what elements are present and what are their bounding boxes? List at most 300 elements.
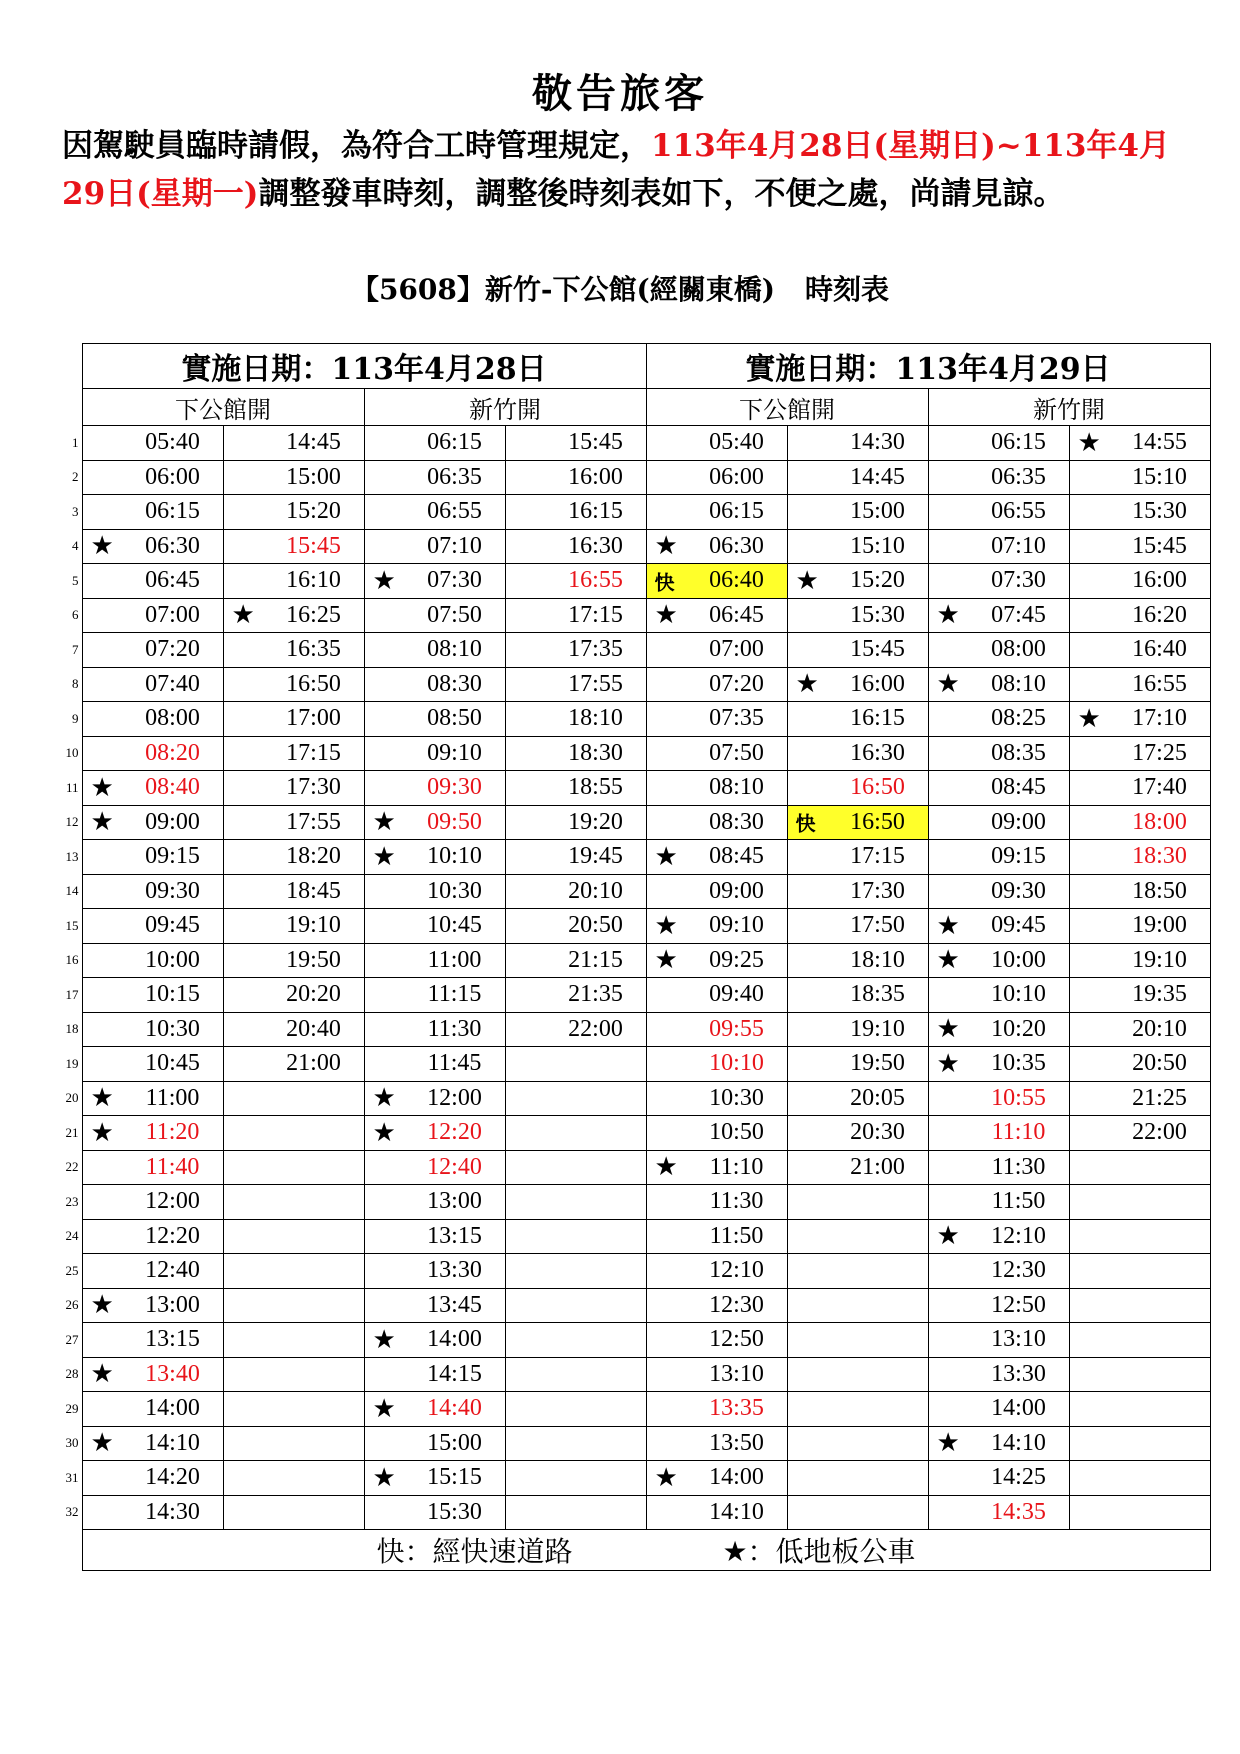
time-cell (928, 1392, 1069, 1427)
time-cell (82, 460, 223, 495)
time-cell (505, 1392, 646, 1427)
departure-time: 05:40 (145, 429, 200, 456)
time-cell (646, 667, 787, 702)
time-cell (1069, 1047, 1210, 1082)
time-cell (1069, 1116, 1210, 1151)
departure-time: 12:20 (145, 1222, 200, 1249)
departure-time: 09:00 (991, 808, 1046, 835)
departure-time: 15:10 (850, 532, 905, 559)
time-cell (82, 874, 223, 909)
low-floor-star-icon: ★ (654, 531, 678, 562)
time-cell (928, 460, 1069, 495)
departure-time: 18:55 (568, 774, 623, 801)
table-row (56, 1426, 1210, 1461)
departure-time: 15:10 (1132, 463, 1187, 490)
time-cell (223, 840, 364, 875)
departure-time: 09:40 (709, 981, 764, 1008)
departure-time: 07:35 (709, 705, 764, 732)
departure-time: 08:45 (709, 843, 764, 870)
departure-time: 10:30 (145, 1015, 200, 1042)
time-cell (82, 805, 223, 840)
departure-time: 07:20 (709, 670, 764, 697)
departure-time: 16:55 (1132, 670, 1187, 697)
low-floor-star-icon: ★ (372, 1462, 396, 1493)
table-row (56, 1081, 1210, 1116)
time-cell (1069, 1323, 1210, 1358)
time-cell (82, 909, 223, 944)
time-cell (1069, 771, 1210, 806)
low-floor-star-icon: ★ (936, 1428, 960, 1459)
time-cell (1069, 1150, 1210, 1185)
time-cell (82, 1047, 223, 1082)
time-cell (364, 529, 505, 564)
departure-time: 06:15 (427, 429, 482, 456)
departure-time: 13:15 (427, 1222, 482, 1249)
departure-time: 11:40 (145, 1153, 200, 1180)
table-row (56, 1047, 1210, 1082)
time-cell (646, 1219, 787, 1254)
direction-xiagongguan-0429: 下公館開 (646, 389, 928, 426)
time-cell (928, 529, 1069, 564)
direction-hsinchu-0429: 新竹開 (928, 389, 1210, 426)
departure-time: 09:25 (709, 946, 764, 973)
time-cell (364, 1116, 505, 1151)
departure-time: 16:15 (850, 705, 905, 732)
time-cell (928, 1012, 1069, 1047)
time-cell (82, 1150, 223, 1185)
time-cell (505, 1150, 646, 1185)
table-row (56, 426, 1210, 461)
low-floor-star-icon: ★ (936, 1048, 960, 1079)
notice-title: 敬告旅客 (532, 70, 708, 117)
departure-time: 06:15 (145, 498, 200, 525)
departure-time: 17:55 (286, 808, 341, 835)
route-title: 【5608】新竹-下公館(經關東橋) (350, 273, 776, 306)
departure-time: 13:00 (145, 1291, 200, 1318)
time-cell (1069, 1357, 1210, 1392)
departure-time: 11:50 (709, 1222, 764, 1249)
time-cell (1069, 805, 1210, 840)
departure-time: 17:15 (850, 843, 905, 870)
table-row (56, 667, 1210, 702)
departure-time: 19:35 (1132, 981, 1187, 1008)
departure-time: 19:00 (1132, 912, 1187, 939)
time-cell (223, 1461, 364, 1496)
low-floor-star-icon: ★ (372, 1083, 396, 1114)
departure-time: 19:10 (1132, 946, 1187, 973)
low-floor-star-icon: ★ (372, 841, 396, 872)
low-floor-star-icon: ★ (1077, 703, 1101, 734)
row-number: 23 (65, 1193, 79, 1209)
low-floor-star-icon: ★ (654, 841, 678, 872)
time-cell (1069, 978, 1210, 1013)
time-cell (787, 1495, 928, 1530)
time-cell (364, 1254, 505, 1289)
departure-time: 13:40 (145, 1360, 200, 1387)
low-floor-star-icon: ★ (90, 772, 114, 803)
time-cell (787, 840, 928, 875)
time-cell (646, 1392, 787, 1427)
departure-time: 10:00 (145, 946, 200, 973)
time-cell (364, 978, 505, 1013)
time-cell (364, 1392, 505, 1427)
time-cell (505, 460, 646, 495)
departure-time: 09:15 (145, 843, 200, 870)
departure-time: 08:00 (145, 705, 200, 732)
time-cell (364, 909, 505, 944)
departure-time: 08:45 (991, 774, 1046, 801)
departure-time: 14:30 (850, 429, 905, 456)
time-cell (505, 978, 646, 1013)
date-header-row (56, 344, 1210, 389)
time-cell (1069, 943, 1210, 978)
departure-time: 12:20 (427, 1119, 482, 1146)
departure-time: 14:45 (850, 463, 905, 490)
time-cell (787, 1150, 928, 1185)
time-cell (787, 978, 928, 1013)
departure-time: 08:40 (145, 774, 200, 801)
departure-time: 09:50 (427, 808, 482, 835)
time-cell (223, 771, 364, 806)
time-cell (364, 1426, 505, 1461)
time-cell (82, 529, 223, 564)
row-number: 2 (72, 469, 79, 485)
time-cell (787, 598, 928, 633)
time-cell (364, 702, 505, 737)
departure-time: 20:20 (286, 981, 341, 1008)
time-cell (364, 771, 505, 806)
departure-time: 06:15 (709, 498, 764, 525)
time-cell (82, 1219, 223, 1254)
legend-row (56, 1530, 1210, 1571)
departure-time: 08:20 (145, 739, 200, 766)
departure-time: 17:25 (1132, 739, 1187, 766)
row-number-spacer (56, 1530, 82, 1571)
time-cell (646, 909, 787, 944)
time-cell (928, 1357, 1069, 1392)
time-cell (787, 874, 928, 909)
time-cell (82, 1254, 223, 1289)
time-cell (787, 771, 928, 806)
time-cell (223, 529, 364, 564)
time-cell (928, 1461, 1069, 1496)
departure-time: 14:55 (1132, 429, 1187, 456)
row-number: 6 (72, 607, 79, 623)
time-cell (505, 702, 646, 737)
departure-time: 17:15 (286, 739, 341, 766)
row-number: 19 (65, 1055, 79, 1071)
departure-time: 16:30 (850, 739, 905, 766)
time-cell (82, 633, 223, 668)
row-number: 3 (72, 503, 79, 519)
time-cell (787, 633, 928, 668)
time-cell (787, 529, 928, 564)
time-cell (928, 1495, 1069, 1530)
time-cell (505, 771, 646, 806)
time-cell (928, 1426, 1069, 1461)
time-cell (646, 1116, 787, 1151)
time-cell (505, 564, 646, 599)
low-floor-star-icon: ★ (795, 669, 819, 700)
time-cell (364, 1323, 505, 1358)
time-cell (646, 1254, 787, 1289)
departure-time: 14:10 (709, 1498, 764, 1525)
departure-time: 09:45 (145, 912, 200, 939)
time-cell (223, 805, 364, 840)
low-floor-star-icon: ★ (372, 1324, 396, 1355)
notice-text-outro: 調整發車時刻，調整後時刻表如下，不便之處，尚請見諒。 (258, 176, 1065, 212)
departure-time: 18:10 (568, 705, 623, 732)
departure-time: 13:15 (145, 1326, 200, 1353)
time-cell (505, 495, 646, 530)
departure-time: 13:10 (709, 1360, 764, 1387)
time-cell (646, 1185, 787, 1220)
time-cell (646, 598, 787, 633)
time-cell (223, 564, 364, 599)
legend (82, 1530, 1210, 1571)
time-cell (82, 1461, 223, 1496)
departure-time: 08:35 (991, 739, 1046, 766)
time-cell (223, 1495, 364, 1530)
departure-time: 09:15 (991, 843, 1046, 870)
time-cell (1069, 633, 1210, 668)
departure-time: 09:10 (427, 739, 482, 766)
time-cell (82, 736, 223, 771)
table-row (56, 1357, 1210, 1392)
time-cell (505, 426, 646, 461)
time-cell (646, 1357, 787, 1392)
time-cell (1069, 1219, 1210, 1254)
time-cell (223, 1357, 364, 1392)
departure-time: 10:45 (145, 1050, 200, 1077)
departure-time: 07:10 (991, 532, 1046, 559)
departure-time: 16:00 (850, 670, 905, 697)
time-cell (928, 943, 1069, 978)
table-row (56, 840, 1210, 875)
low-floor-star-icon: ★ (372, 1117, 396, 1148)
time-cell (505, 1116, 646, 1151)
departure-time: 12:40 (145, 1257, 200, 1284)
departure-time: 11:50 (991, 1188, 1046, 1215)
time-cell (505, 943, 646, 978)
time-cell (364, 495, 505, 530)
time-cell (787, 1288, 928, 1323)
departure-time: 12:30 (991, 1257, 1046, 1284)
time-cell (928, 874, 1069, 909)
legend-low-floor: ★：低地板公車 (722, 1535, 916, 1568)
row-number: 31 (65, 1469, 79, 1485)
time-cell (646, 1495, 787, 1530)
departure-time: 18:45 (286, 877, 341, 904)
table-row (56, 1254, 1210, 1289)
time-cell (82, 771, 223, 806)
time-cell (928, 909, 1069, 944)
table-row (56, 460, 1210, 495)
low-floor-star-icon: ★ (372, 565, 396, 596)
time-cell (223, 667, 364, 702)
departure-time: 14:40 (427, 1395, 482, 1422)
time-cell (505, 1323, 646, 1358)
time-cell (646, 874, 787, 909)
departure-time: 20:40 (286, 1015, 341, 1042)
time-cell (505, 529, 646, 564)
time-cell (646, 771, 787, 806)
time-cell (928, 598, 1069, 633)
time-cell (646, 460, 787, 495)
time-cell (364, 736, 505, 771)
time-cell (646, 805, 787, 840)
table-row (56, 978, 1210, 1013)
departure-time: 11:00 (427, 946, 482, 973)
time-cell (1069, 1461, 1210, 1496)
departure-time: 06:00 (145, 463, 200, 490)
time-cell (223, 1185, 364, 1220)
time-cell (364, 667, 505, 702)
time-cell (928, 1116, 1069, 1151)
departure-time: 15:30 (850, 601, 905, 628)
time-cell (223, 1219, 364, 1254)
low-floor-star-icon: ★ (654, 910, 678, 941)
table-row (56, 1150, 1210, 1185)
time-cell (364, 460, 505, 495)
time-cell (223, 460, 364, 495)
time-cell (1069, 460, 1210, 495)
departure-time: 20:50 (568, 912, 623, 939)
departure-time: 16:30 (568, 532, 623, 559)
time-cell (646, 736, 787, 771)
departure-time: 16:50 (850, 808, 905, 835)
direction-hsinchu-0428: 新竹開 (364, 389, 646, 426)
low-floor-star-icon: ★ (90, 531, 114, 562)
departure-time: 19:50 (850, 1050, 905, 1077)
departure-time: 13:45 (427, 1291, 482, 1318)
time-cell (1069, 1185, 1210, 1220)
low-floor-star-icon: ★ (654, 1152, 678, 1183)
row-number: 22 (65, 1159, 79, 1175)
time-cell (928, 1185, 1069, 1220)
departure-time: 08:30 (709, 808, 764, 835)
departure-time: 17:10 (1132, 705, 1187, 732)
departure-time: 16:10 (286, 567, 341, 594)
low-floor-star-icon: ★ (90, 1117, 114, 1148)
departure-time: 10:15 (145, 981, 200, 1008)
time-cell (928, 978, 1069, 1013)
time-cell (1069, 667, 1210, 702)
row-number: 10 (65, 745, 79, 761)
departure-time: 20:10 (1132, 1015, 1187, 1042)
time-cell (928, 840, 1069, 875)
time-cell (82, 1426, 223, 1461)
departure-time: 13:00 (427, 1188, 482, 1215)
time-cell (364, 1185, 505, 1220)
departure-time: 12:10 (991, 1222, 1046, 1249)
low-floor-star-icon: ★ (90, 1428, 114, 1459)
time-cell (82, 1288, 223, 1323)
departure-time: 18:50 (1132, 877, 1187, 904)
row-number: 30 (65, 1435, 79, 1451)
time-cell (787, 1047, 928, 1082)
time-cell (928, 633, 1069, 668)
time-cell (1069, 598, 1210, 633)
departure-time: 21:25 (1132, 1084, 1187, 1111)
departure-time: 07:30 (427, 567, 482, 594)
row-number: 7 (72, 641, 79, 657)
time-cell (1069, 1012, 1210, 1047)
departure-time: 17:00 (286, 705, 341, 732)
time-cell (364, 1150, 505, 1185)
departure-time: 13:50 (709, 1429, 764, 1456)
departure-time: 07:20 (145, 636, 200, 663)
departure-time: 14:00 (427, 1326, 482, 1353)
row-number: 12 (65, 814, 79, 830)
time-cell (928, 1047, 1069, 1082)
row-number: 15 (65, 917, 79, 933)
time-cell (787, 495, 928, 530)
row-number: 24 (65, 1228, 79, 1244)
table-row (56, 1392, 1210, 1427)
time-cell (364, 1495, 505, 1530)
departure-time: 15:15 (427, 1464, 482, 1491)
table-row (56, 633, 1210, 668)
time-cell (364, 874, 505, 909)
departure-time: 09:00 (145, 808, 200, 835)
row-number: 29 (65, 1400, 79, 1416)
table-row (56, 1116, 1210, 1151)
departure-time: 21:00 (850, 1153, 905, 1180)
departure-time: 10:10 (709, 1050, 764, 1077)
row-number-spacer (56, 344, 82, 389)
table-row (56, 564, 1210, 599)
departure-time: 09:30 (427, 774, 482, 801)
time-cell (928, 702, 1069, 737)
time-cell (82, 1392, 223, 1427)
departure-time: 20:05 (850, 1084, 905, 1111)
departure-time: 08:25 (991, 705, 1046, 732)
departure-time: 14:10 (991, 1429, 1046, 1456)
departure-time: 17:15 (568, 601, 623, 628)
row-number: 8 (72, 676, 79, 692)
time-cell (505, 598, 646, 633)
time-cell (364, 564, 505, 599)
departure-time: 08:50 (427, 705, 482, 732)
time-cell (787, 1219, 928, 1254)
departure-time: 17:55 (568, 670, 623, 697)
departure-time: 21:00 (286, 1050, 341, 1077)
time-cell (787, 1116, 928, 1151)
time-cell (1069, 1081, 1210, 1116)
time-cell (787, 1081, 928, 1116)
departure-time: 16:50 (850, 774, 905, 801)
departure-time: 20:10 (568, 877, 623, 904)
departure-time: 10:10 (427, 843, 482, 870)
departure-time: 19:50 (286, 946, 341, 973)
table-row (56, 771, 1210, 806)
time-cell (82, 943, 223, 978)
departure-time: 08:30 (427, 670, 482, 697)
time-cell (364, 1047, 505, 1082)
time-cell (82, 667, 223, 702)
departure-time: 14:10 (145, 1429, 200, 1456)
departure-time: 15:00 (286, 463, 341, 490)
departure-time: 16:20 (1132, 601, 1187, 628)
departure-time: 20:50 (1132, 1050, 1187, 1077)
time-cell (223, 978, 364, 1013)
time-cell (787, 1254, 928, 1289)
time-cell (364, 1357, 505, 1392)
time-cell (223, 702, 364, 737)
departure-time: 12:50 (991, 1291, 1046, 1318)
departure-time: 18:00 (1132, 808, 1187, 835)
